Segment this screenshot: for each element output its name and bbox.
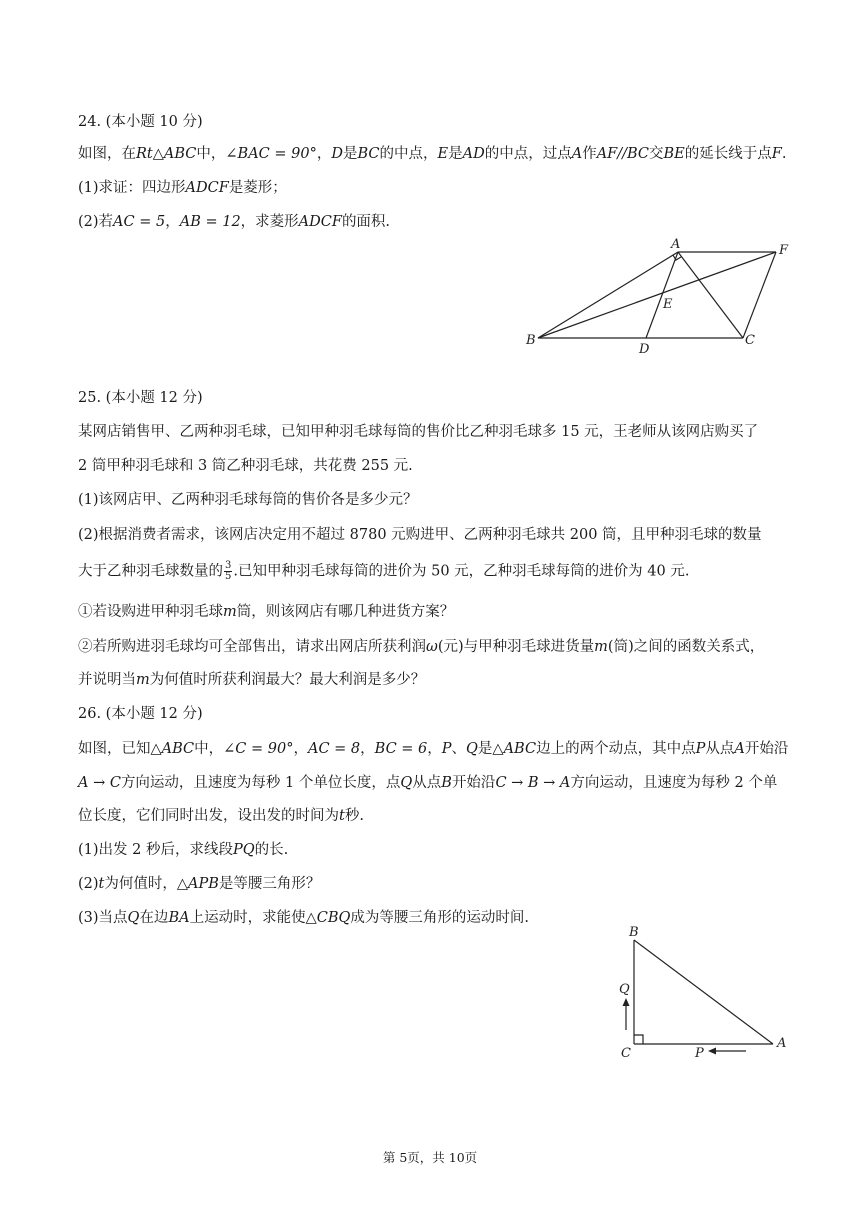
q26-text: 上运动时，求能使: [189, 910, 306, 926]
q26-math: ∠C = 90°: [223, 741, 294, 757]
q25-text: 大于乙种羽毛球数量的: [78, 563, 223, 580]
q25-text: (元)与甲种羽毛球进货量: [437, 639, 595, 655]
q26-line: [78, 874, 320, 894]
q24-part2-text: ，: [165, 214, 180, 230]
label-a: A: [671, 237, 681, 252]
q26-text: 开始沿: [744, 741, 789, 757]
q26-math: AC = 8: [307, 741, 361, 757]
q24-text: 交: [649, 146, 664, 162]
q24-math: BC: [357, 146, 380, 162]
q24-heading: 24. (本小题 10 分): [78, 114, 203, 130]
q26-text: 从点: [705, 741, 735, 757]
q26-text: 在边: [139, 910, 169, 926]
q26-text: 位长度，它们同时出发，设出发的时间为: [78, 808, 339, 824]
q26-math: A: [734, 741, 745, 757]
arrow-up-icon: [623, 998, 630, 1006]
q24-text: 的延长线于点: [684, 146, 772, 162]
label-c: C: [621, 1046, 631, 1061]
label-e: E: [663, 297, 673, 312]
q25-line: [78, 561, 689, 582]
q24-math: D: [331, 146, 343, 162]
label-b: B: [526, 333, 536, 348]
q24-part2-text: ，求菱形: [240, 214, 299, 230]
q24-part1-text: 是菱形；: [228, 180, 287, 196]
label-b: B: [629, 925, 639, 940]
q24-part2-text: (2)若: [78, 214, 114, 230]
q24-stem: [78, 144, 786, 164]
q26-text: 从点: [412, 775, 442, 791]
q25-math: ω: [426, 639, 438, 655]
q24-text: 是: [448, 146, 463, 162]
q24-math: E: [437, 146, 449, 162]
q25-math: m: [223, 604, 237, 620]
q24-math: AD: [462, 146, 485, 162]
q24-math: BE: [663, 146, 685, 162]
q24-math: ∠BAC = 90°: [225, 146, 317, 162]
q26-text: 秒.: [344, 808, 364, 824]
q24-text: 的中点，过点: [484, 146, 572, 162]
q26-line: [78, 806, 364, 826]
label-d: D: [639, 342, 650, 357]
q24-part1-math: ADCF: [185, 180, 229, 196]
q25-text: ②若所购进羽毛球均可全部售出，请求出网店所获利润: [78, 639, 426, 655]
label-f: F: [779, 243, 789, 258]
arrow-left-icon: [708, 1048, 716, 1055]
segment-ad: [646, 252, 678, 338]
q26-text: 为何值时，: [104, 876, 177, 892]
q24-part2-math: AC = 5: [113, 214, 166, 230]
q25-line: (1)该网店甲、乙两种羽毛球每筒的售价各是多少元？: [78, 492, 418, 508]
label-q: Q: [619, 982, 630, 997]
q24-text: 的中点，: [379, 146, 438, 162]
q26-math: t: [339, 808, 345, 824]
q25-line: 2 筒甲种羽毛球和 3 筒乙种羽毛球，共花费 255 元.: [78, 458, 413, 474]
q25-heading: 25. (本小题 12 分): [78, 390, 203, 406]
q26-text: 如图，已知: [78, 741, 151, 757]
q24-part2-text: 的面积.: [341, 214, 391, 230]
q26-text: 方向运动，且速度为每秒 2 个单: [570, 775, 778, 791]
q24-text: 是: [342, 146, 358, 162]
q26-line: [78, 908, 529, 928]
q26-text: (3)当点: [78, 910, 128, 926]
q25-math: m: [136, 672, 150, 688]
q24-math: Rt△ABC: [136, 146, 197, 162]
q26-text: 成为等腰三角形的运动时间.: [350, 910, 529, 926]
q26-text: 是等腰三角形？: [218, 876, 321, 892]
q25-line: [78, 670, 425, 690]
q26-math: △CBQ: [305, 910, 351, 926]
q26-math: △APB: [176, 876, 219, 892]
q26-heading: 26. (本小题 12 分): [78, 706, 203, 722]
q25-text: 筒，则该网店有哪几种进货方案？: [236, 604, 455, 620]
q24-figure: [520, 232, 800, 360]
q24-text: .: [781, 146, 787, 162]
q26-math: t: [98, 876, 105, 892]
q25-line: 某网店销售甲、乙两种羽毛球，已知甲种羽毛球每筒的售价比乙种羽毛球多 15 元，王老师从该网店购买了: [78, 424, 759, 440]
fraction-numerator: 3: [225, 560, 232, 571]
q26-line: [78, 773, 777, 793]
q26-math: △ABC: [150, 741, 195, 757]
q26-text: ，: [427, 741, 442, 757]
q25-text: 并说明当: [78, 672, 136, 688]
q26-text: (1)出发 2 秒后，求线段: [78, 842, 233, 858]
q24-part1-text: (1)求证：四边形: [78, 180, 186, 196]
q26-text: 边上的两个动点，其中点: [536, 741, 696, 757]
q26-line: [78, 739, 788, 759]
q26-math: B: [441, 775, 452, 791]
q24-math: A: [571, 146, 583, 162]
segment-ac: [678, 252, 743, 338]
q26-math: A → C: [78, 775, 121, 791]
q24-part2-math: ADCF: [298, 214, 342, 230]
fraction-denominator: 5: [225, 571, 232, 582]
q26-text: 开始沿: [451, 775, 496, 791]
q24-math: AF//BC: [596, 146, 650, 162]
q26-math: C → B → A: [495, 775, 571, 791]
label-a: A: [777, 1036, 787, 1051]
right-angle-mark: [634, 1035, 643, 1044]
q25-text: ①若设购进甲种羽毛球: [78, 604, 223, 620]
q24-part1: [78, 178, 287, 198]
q25-text: 为何值时所获利润最大？最大利润是多少？: [149, 672, 426, 688]
q26-math: Q: [400, 775, 413, 791]
q26-text: 、: [451, 741, 467, 757]
q26-text: ，: [293, 741, 308, 757]
q25-line: [78, 637, 764, 657]
q26-text: (2): [78, 876, 99, 892]
q25-line: [78, 602, 454, 622]
q26-math: Q: [466, 741, 478, 757]
q25-text: (筒)之间的函数关系式，: [607, 639, 765, 655]
q26-figure: [610, 924, 800, 1066]
q24-part2: [78, 212, 390, 232]
q25-line: (2)根据消费者需求，该网店决定用不超过 8780 元购进甲、乙两种羽毛球共 200 筒，且甲种羽毛球的数量: [78, 527, 762, 543]
q25-math: m: [594, 639, 608, 655]
q24-text: 如图，在: [78, 146, 136, 162]
q26-text: 是: [477, 741, 493, 757]
q26-math: P: [695, 741, 706, 757]
q26-math: △ABC: [492, 741, 537, 757]
q26-math: P: [441, 741, 452, 757]
segment-ba: [634, 940, 773, 1044]
q26-line: [78, 840, 288, 860]
segment-fc: [743, 252, 776, 338]
q26-text: ，: [360, 741, 375, 757]
q26-math: PQ: [232, 842, 255, 858]
q26-text: 方向运动，且速度为每秒 1 个单位长度，点: [120, 775, 401, 791]
q24-math: F: [771, 146, 782, 162]
q26-math: Q: [127, 910, 140, 926]
q24-text: ，: [316, 146, 332, 162]
q24-part2-math: AB = 12: [179, 214, 241, 230]
q26-math: BA: [168, 910, 190, 926]
fraction: [224, 561, 232, 582]
q24-text: 作: [582, 146, 597, 162]
q25-text: .已知甲种羽毛球每筒的进价为 50 元，乙种羽毛球每筒的进价为 40 元.: [233, 563, 690, 580]
q24-text: 中，: [196, 146, 226, 162]
q26-text: 的长.: [254, 842, 289, 858]
q26-math: BC = 6: [374, 741, 428, 757]
page-footer: 第 5页，共 10页: [382, 1150, 478, 1165]
label-p: P: [695, 1046, 704, 1061]
label-c: C: [745, 333, 755, 348]
q26-text: 中，: [194, 741, 224, 757]
